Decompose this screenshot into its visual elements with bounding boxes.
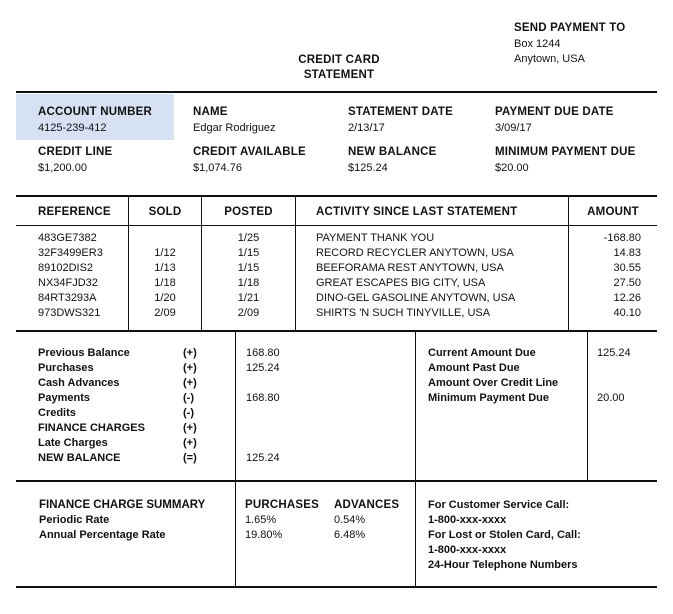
contact-line5: 24-Hour Telephone Numbers — [428, 559, 578, 571]
balance-value: 168.80 — [246, 392, 280, 404]
activity-cell-sold: 1/13 — [154, 262, 176, 274]
advances-rate-header: ADVANCES — [334, 499, 400, 511]
apr-label: Annual Percentage Rate — [39, 529, 166, 541]
balance-value: 125.24 — [246, 362, 280, 374]
activity-cell-amount: 30.55 — [613, 262, 641, 274]
activity-cell-activity: SHIRTS 'N SUCH TINYVILLE, USA — [316, 307, 491, 319]
finance-charge-title: FINANCE CHARGE SUMMARY — [39, 499, 206, 511]
activity-cell-reference: 483GE7382 — [38, 232, 97, 244]
statement-date-label: STATEMENT DATE — [348, 106, 454, 118]
top-rule — [16, 91, 657, 93]
activity-cell-posted: 2/09 — [237, 307, 260, 319]
contact-line2: 1-800-xxx-xxxx — [428, 514, 507, 526]
balance-label: Previous Balance — [38, 347, 130, 359]
send-payment-line1: Box 1244 — [514, 38, 561, 50]
due-value: 20.00 — [597, 392, 625, 404]
balance-sign: (+) — [183, 347, 197, 359]
activity-cell-activity: DINO-GEL GASOLINE ANYTOWN, USA — [316, 292, 516, 304]
activity-cell-reference: 973DWS321 — [38, 307, 101, 319]
contact-line4: 1-800-xxx-xxxx — [428, 544, 507, 556]
col-header-reference: REFERENCE — [38, 206, 111, 218]
statement-date-value: 2/13/17 — [348, 122, 385, 134]
activity-cell-activity: BEEFORAMA REST ANYTOWN, USA — [316, 262, 504, 274]
min-payment-value: $20.00 — [495, 162, 529, 174]
col-header-amount: AMOUNT — [587, 206, 639, 218]
summary-divider-1 — [235, 331, 236, 480]
balance-label: Cash Advances — [38, 377, 120, 389]
balance-sign: (+) — [183, 362, 197, 374]
credit-line-label: CREDIT LINE — [38, 146, 113, 158]
col-header-sold: SOLD — [148, 206, 182, 218]
due-label: Amount Past Due — [428, 362, 520, 374]
activity-cell-reference: NX34FJD32 — [38, 277, 98, 289]
new-balance-label: NEW BALANCE — [348, 146, 437, 158]
activity-cell-amount: 27.50 — [613, 277, 641, 289]
balance-label: FINANCE CHARGES — [38, 422, 145, 434]
payment-due-value: 3/09/17 — [495, 122, 532, 134]
apr-purchases: 19.80% — [245, 529, 283, 541]
balance-sign: (=) — [183, 452, 197, 464]
credit-available-label: CREDIT AVAILABLE — [193, 146, 306, 158]
send-payment-title: SEND PAYMENT TO — [514, 22, 626, 34]
contact-line1: For Customer Service Call: — [428, 499, 570, 511]
due-label: Amount Over Credit Line — [428, 377, 559, 389]
activity-cell-posted: 1/15 — [237, 262, 260, 274]
contact-line3: For Lost or Stolen Card, Call: — [428, 529, 581, 541]
balance-label: Purchases — [38, 362, 94, 374]
balance-value: 168.80 — [246, 347, 280, 359]
activity-cell-activity: GREAT ESCAPES BIG CITY, USA — [316, 277, 486, 289]
balance-value: 125.24 — [246, 452, 280, 464]
activity-bottom-rule — [16, 330, 657, 332]
activity-cell-sold: 2/09 — [154, 307, 176, 319]
activity-cell-amount: 12.26 — [613, 292, 641, 304]
bottom-rule — [16, 586, 657, 588]
activity-cell-posted: 1/25 — [237, 232, 260, 244]
balance-sign: (+) — [183, 377, 197, 389]
periodic-rate-purchases: 1.65% — [245, 514, 277, 526]
balance-sign: (+) — [183, 422, 197, 434]
balance-label: Late Charges — [38, 437, 108, 449]
summary-bottom-rule — [16, 480, 657, 482]
balance-sign: (-) — [183, 407, 194, 419]
apr-advances: 6.48% — [334, 529, 366, 541]
account-number-value: 4125-239-412 — [38, 122, 107, 134]
activity-cell-posted: 1/21 — [237, 292, 260, 304]
balance-sign: (+) — [183, 437, 197, 449]
balance-label: Credits — [38, 407, 76, 419]
balance-label: Payments — [38, 392, 90, 404]
finance-divider-1 — [235, 481, 236, 587]
purchases-rate-header: PURCHASES — [245, 499, 320, 511]
activity-header-rule — [16, 225, 657, 226]
activity-cell-sold: 1/20 — [154, 292, 176, 304]
send-payment-line2: Anytown, USA — [514, 53, 585, 65]
activity-cell-posted: 1/18 — [237, 277, 260, 289]
activity-cell-sold: 1/18 — [154, 277, 176, 289]
col-header-posted: POSTED — [224, 206, 273, 218]
account-number-label: ACCOUNT NUMBER — [38, 106, 152, 118]
activity-cell-sold: 1/12 — [154, 247, 176, 259]
summary-divider-2 — [415, 331, 416, 480]
statement-title-line1: CREDIT CARD — [298, 54, 380, 66]
name-label: NAME — [193, 106, 228, 118]
activity-cell-reference: 84RT3293A — [38, 292, 97, 304]
activity-top-rule — [16, 195, 657, 197]
periodic-rate-advances: 0.54% — [334, 514, 366, 526]
payment-due-label: PAYMENT DUE DATE — [495, 106, 614, 118]
activity-cell-activity: RECORD RECYCLER ANYTOWN, USA — [316, 247, 514, 259]
finance-divider-2 — [415, 481, 416, 587]
activity-cell-amount: 40.10 — [613, 307, 641, 319]
name-value: Edgar Rodriguez — [193, 122, 276, 134]
new-balance-value: $125.24 — [348, 162, 388, 174]
activity-cell-activity: PAYMENT THANK YOU — [316, 232, 435, 244]
activity-divider-3 — [295, 196, 296, 330]
balance-sign: (-) — [183, 392, 194, 404]
activity-cell-amount: -168.80 — [603, 232, 641, 244]
credit-line-value: $1,200.00 — [38, 162, 87, 174]
summary-divider-3 — [587, 331, 588, 480]
due-label: Minimum Payment Due — [428, 392, 550, 404]
activity-cell-amount: 14.83 — [613, 247, 641, 259]
activity-cell-posted: 1/15 — [237, 247, 260, 259]
col-header-activity: ACTIVITY SINCE LAST STATEMENT — [316, 206, 518, 218]
activity-cell-reference: 32F3499ER3 — [38, 247, 103, 259]
due-value: 125.24 — [597, 347, 631, 359]
due-label: Current Amount Due — [428, 347, 536, 359]
min-payment-label: MINIMUM PAYMENT DUE — [495, 146, 636, 158]
periodic-rate-label: Periodic Rate — [39, 514, 110, 526]
statement-title-line2: STATEMENT — [303, 69, 375, 81]
balance-label: NEW BALANCE — [38, 452, 121, 464]
activity-cell-reference: 89102DIS2 — [38, 262, 94, 274]
credit-available-value: $1,074.76 — [193, 162, 242, 174]
